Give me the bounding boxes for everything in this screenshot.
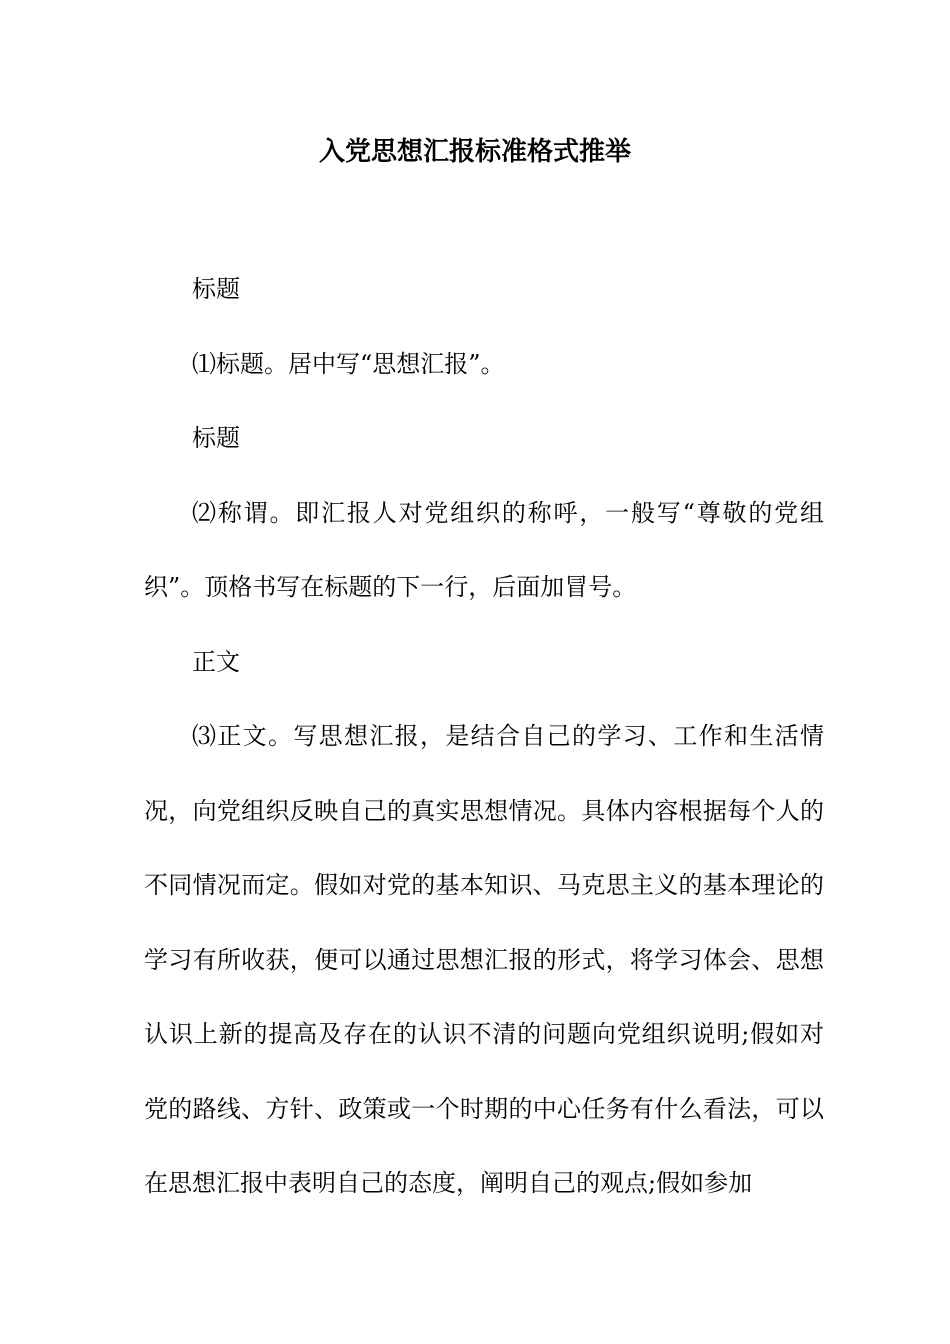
paragraph-title-rule: ⑴标题。居中写“思想汇报”。 [192,349,505,378]
section-heading-title-2: 标题 [192,424,240,452]
document-title: 入党思想汇报标准格式推举 [318,137,631,167]
document-body [144,252,824,1221]
section-heading-body: 正文 [192,647,240,676]
section-heading-title-1: 标题 [192,275,240,303]
paragraph-salutation-rule: ⑵称谓。即汇报人对党组织的称呼，一般写“尊敬的党组织”。顶格书写在标题的下一行，后面加冒号。 [144,498,824,601]
paragraph-body-rule: ⑶正文。写思想汇报，是结合自己的学习、工作和生活情况，向党组织反映自己的真实思想情况。具体内容根据每个人的不同情况而定。假如对党的基本知识、马克思主义的基本理论的学习有所收获，便可以通过思想汇报的形式，将学习体会、思想认识上新的提高及存在的认识不清的问题向党组织说明;假如对党的路线、方针、政策或一个时期的中心任务有什么看法，可以在思想汇报中表明自己的态度，阐明自己的观点;假如参加 [144,722,824,1197]
